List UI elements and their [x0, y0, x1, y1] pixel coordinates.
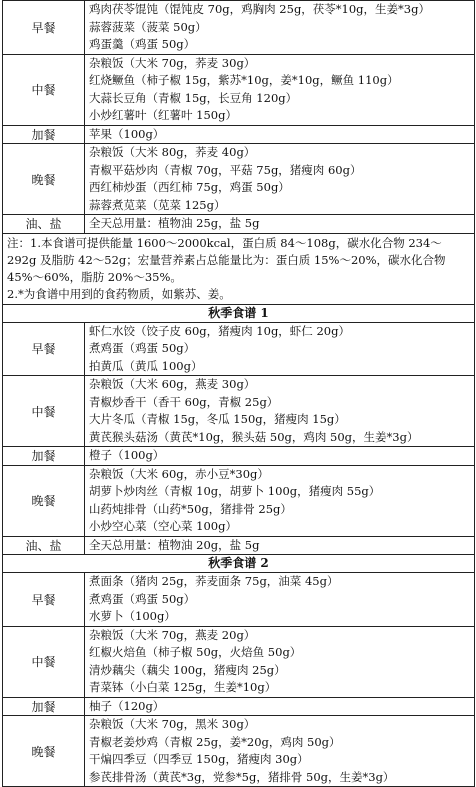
meal-items — [85, 573, 475, 627]
meal-row — [3, 536, 475, 555]
dish-line: 杂粮饭（大米 70g，荞麦 30g） — [89, 55, 256, 70]
dish-line: 煮鸡蛋（鸡蛋 50g） — [89, 341, 196, 355]
dish-line: 大蒜长豆角（青椒 15g，长豆角 120g） — [89, 90, 298, 105]
diet-document — [2, 0, 474, 787]
meal-items — [85, 322, 475, 376]
dish-line: 西红柿炒蛋（西红柿 75g，鸡蛋 50g） — [89, 180, 290, 194]
meal-row — [3, 716, 475, 787]
dish-line: 山药炖排骨（山药*50g，猪排骨 25g） — [89, 501, 292, 516]
notes-row — [3, 233, 475, 304]
meal-row — [3, 54, 475, 125]
menu-table — [2, 0, 475, 787]
meal-row — [3, 697, 475, 716]
meal-items — [85, 465, 475, 536]
meal-row — [3, 144, 475, 215]
dish-line: 黄芪猴头菇汤（黄芪*10g，猴头菇 50g，鸡肉 50g，生姜*3g） — [89, 429, 419, 444]
section-title: 秋季食谱 1 — [3, 304, 475, 322]
meal-items — [85, 125, 475, 144]
meal-row — [3, 1, 475, 55]
dish-line: 全天总用量：植物油 20g，盐 5g — [89, 537, 260, 552]
meal-name: 中餐 — [3, 626, 85, 697]
meal-items — [85, 1, 475, 55]
section-title-row — [3, 304, 475, 322]
meal-name: 油、盐 — [3, 215, 85, 234]
dish-line: 红椒火焙鱼（柿子椒 50g，火焙鱼 50g） — [89, 645, 302, 659]
dish-line: 拍黄瓜（黄瓜 100g） — [89, 358, 203, 373]
meal-items — [85, 626, 475, 697]
meal-items — [85, 215, 475, 234]
dish-line: 青椒老姜炒鸡（青椒 25g，姜*20g，鸡肉 50g） — [89, 734, 341, 749]
note-text: 注：1.本食谱可提供能量 1600～2000kcal，蛋白质 84～108g，碳水化合物 234～292g 及脂肪 42～52g；宏量营养素占总能量比为：蛋白质 15%～20%，碳水化合物 45%～60%，脂肪 20%～35%。 — [7, 235, 446, 284]
dish-line: 杂粮饭（大米 80g，荞麦 40g） — [89, 145, 256, 159]
dish-line: 全天总用量：植物油 25g，盐 5g — [89, 216, 260, 230]
dish-line: 干煸四季豆（四季豆 150g，猪瘦肉 30g） — [89, 752, 309, 766]
dish-line: 小炒红薯叶（红薯叶 150g） — [89, 108, 237, 122]
meal-row — [3, 465, 475, 536]
dish-line: 杂粮饭（大米 70g，燕麦 20g） — [89, 627, 256, 642]
dish-line: 蒜蓉煮苋菜（苋菜 125g） — [89, 197, 226, 212]
dish-line: 青椒炒香干（香干 60g，青椒 25g） — [89, 394, 279, 409]
meal-name: 早餐 — [3, 573, 85, 627]
dish-line: 水萝卜（100g） — [89, 609, 176, 623]
meal-items — [85, 376, 475, 447]
note-text: 2.*为食谱中用到的食药物质，如紫苏、姜。 — [7, 286, 231, 301]
meal-items — [85, 536, 475, 555]
meal-name: 晚餐 — [3, 716, 85, 787]
meal-items — [85, 447, 475, 466]
meal-name: 加餐 — [3, 447, 85, 466]
dish-line: 青菜钵（小白菜 125g，生姜*10g） — [89, 680, 277, 694]
meal-name: 早餐 — [3, 1, 85, 55]
dish-line: 煮面条（猪肉 25g，荞麦面条 75g，油菜 45g） — [89, 574, 339, 588]
meal-row — [3, 573, 475, 627]
meal-items — [85, 144, 475, 215]
dish-line: 大片冬瓜（青椒 15g，冬瓜 150g，猪瘦肉 15g） — [89, 412, 346, 426]
meal-name: 油、盐 — [3, 536, 85, 555]
dish-line: 胡萝卜炒肉丝（青椒 10g，胡萝卜 100g，猪瘦肉 55g） — [89, 484, 381, 498]
meal-name: 中餐 — [3, 376, 85, 447]
meal-items — [85, 716, 475, 787]
dish-line: 红烧鳜鱼（柿子椒 15g，紫苏*10g，姜*10g，鳜鱼 110g） — [89, 73, 399, 87]
meal-row — [3, 626, 475, 697]
dish-line: 橙子（100g） — [89, 448, 165, 462]
dish-line: 杂粮饭（大米 60g，赤小豆*30g） — [89, 466, 269, 481]
notes-cell — [3, 233, 475, 304]
meal-name: 加餐 — [3, 697, 85, 716]
section-title: 秋季食谱 2 — [3, 555, 475, 573]
dish-line: 杂粮饭（大米 70g，黑米 30g） — [89, 717, 256, 731]
meal-row — [3, 125, 475, 144]
meal-name: 中餐 — [3, 54, 85, 125]
dish-line: 青椒平菇炒肉（青椒 70g，平菇 75g，猪瘦肉 60g） — [89, 162, 362, 177]
dish-line: 小炒空心菜（空心菜 100g） — [89, 519, 237, 533]
dish-line: 煮鸡蛋（鸡蛋 50g） — [89, 591, 196, 606]
dish-line: 清炒藕尖（藕尖 100g，猪瘦肉 25g） — [89, 662, 286, 677]
meal-name: 早餐 — [3, 322, 85, 376]
dish-line: 鸡肉茯苓馄饨（馄饨皮 70g，鸡胸肉 25g，茯苓*10g，生姜*3g） — [89, 2, 430, 16]
dish-line: 鸡蛋羹（鸡蛋 50g） — [89, 37, 196, 51]
section-title-row — [3, 555, 475, 573]
meal-name: 晚餐 — [3, 465, 85, 536]
dish-line: 蒜蓉菠菜（菠菜 50g） — [89, 19, 207, 34]
meal-items — [85, 54, 475, 125]
meal-name: 加餐 — [3, 125, 85, 144]
dish-line: 杂粮饭（大米 60g，燕麦 30g） — [89, 377, 256, 391]
dish-line: 柚子（120g） — [89, 698, 165, 713]
dish-line: 虾仁水饺（饺子皮 60g，猪瘦肉 10g，虾仁 20g） — [89, 323, 350, 338]
meal-items — [85, 697, 475, 716]
meal-row — [3, 322, 475, 376]
meal-row — [3, 215, 475, 234]
meal-row — [3, 447, 475, 466]
meal-name: 晚餐 — [3, 144, 85, 215]
dish-line: 苹果（100g） — [89, 126, 165, 141]
dish-line: 参芪排骨汤（黄芪*3g，党参*5g，猪排骨 50g，生姜*3g） — [89, 769, 395, 784]
meal-row — [3, 376, 475, 447]
